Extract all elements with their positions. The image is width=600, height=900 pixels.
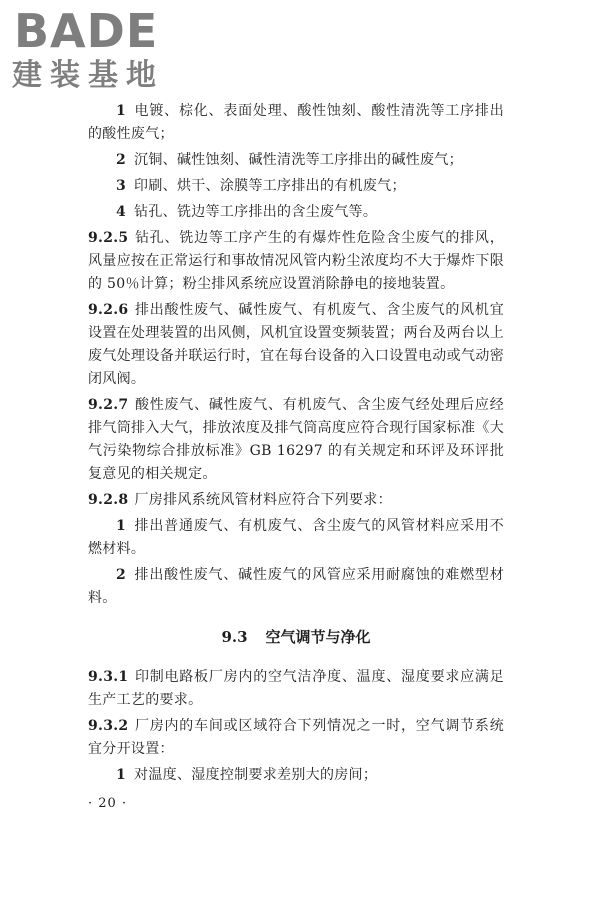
list-item [88, 175, 504, 198]
item-number: 4 [116, 204, 127, 220]
page-number: · 20 · [88, 796, 128, 811]
item-text: 对温度、湿度控制要求差别大的房间； [134, 767, 378, 783]
clause-number: 9.2.8 [88, 492, 129, 508]
list-item [88, 564, 504, 610]
clause-text: 钻孔、铣边等工序产生的有爆炸性危险含尘废气的排风，风量应按在正常运行和事故情况风管内粉尘浓度均不大于爆炸下限的 50％计算；粉尘排风系统应设置消除静电的接地装置。 [88, 230, 504, 292]
item-text: 印刷、烘干、涂膜等工序排出的有机废气； [134, 178, 406, 194]
clause-9-2-6 [88, 299, 504, 391]
document-body [88, 100, 504, 790]
item-text: 电镀、棕化、表面处理、酸性蚀刻、酸性清洗等工序排出的酸性废气； [88, 103, 504, 142]
item-text: 沉铜、碱性蚀刻、碱性清洗等工序排出的碱性废气； [134, 152, 463, 168]
clause-9-2-5 [88, 227, 504, 296]
item-number: 2 [116, 567, 127, 583]
list-item [88, 100, 504, 146]
section-heading [88, 626, 504, 648]
clause-text: 印制电路板厂房内的空气洁净度、温度、湿度要求应满足生产工艺的要求。 [88, 669, 504, 708]
clause-number: 9.3.2 [88, 718, 129, 734]
item-number: 1 [116, 767, 127, 783]
logo-latin-text: BADE [14, 4, 159, 58]
clause-9-3-2 [88, 715, 504, 761]
clause-text: 排出酸性废气、碱性废气、有机废气、含尘废气的风机宜设置在处理装置的出风侧，风机宜设置变频装置；两台及两台以上废气处理设备并联运行时，宜在每台设备的入口设置电动或气动密闭风阀。 [88, 302, 504, 387]
clause-9-2-7 [88, 394, 504, 486]
logo-chinese-text: 建装基地 [12, 58, 164, 93]
clause-number: 9.2.6 [88, 302, 129, 318]
logo [12, 4, 182, 98]
item-text: 排出普通废气、有机废气、含尘废气的风管材料应采用不燃材料。 [88, 518, 504, 557]
clause-9-3-1 [88, 666, 504, 712]
list-item [88, 149, 504, 172]
clause-number: 9.2.7 [88, 397, 129, 413]
item-number: 1 [116, 103, 127, 119]
list-item [88, 201, 504, 224]
clause-text: 厂房内的车间或区域符合下列情况之一时，空气调节系统宜分开设置： [88, 718, 504, 757]
item-text: 排出酸性废气、碱性废气的风管应采用耐腐蚀的难燃型材料。 [88, 567, 504, 606]
item-text: 钻孔、铣边等工序排出的含尘废气等。 [134, 204, 378, 220]
clause-text: 酸性废气、碱性废气、有机废气、含尘废气经处理后应经排气筒排入大气，排放浓度及排气筒高度应符合现行国家标准《大气污染物综合排放标准》GB 16297 的有关规定和环评及环评批复意见的相关规定。 [88, 397, 504, 482]
item-number: 1 [116, 518, 127, 534]
list-item [88, 764, 504, 787]
section-number: 9.3 [221, 628, 248, 646]
clause-9-2-8 [88, 489, 504, 512]
item-number: 2 [116, 152, 127, 168]
clause-number: 9.2.5 [88, 230, 129, 246]
clause-text: 厂房排风系统风管材料应符合下列要求： [134, 492, 392, 508]
clause-number: 9.3.1 [88, 669, 129, 685]
section-title: 空气调节与净化 [265, 628, 371, 646]
list-item [88, 515, 504, 561]
item-number: 3 [116, 178, 127, 194]
